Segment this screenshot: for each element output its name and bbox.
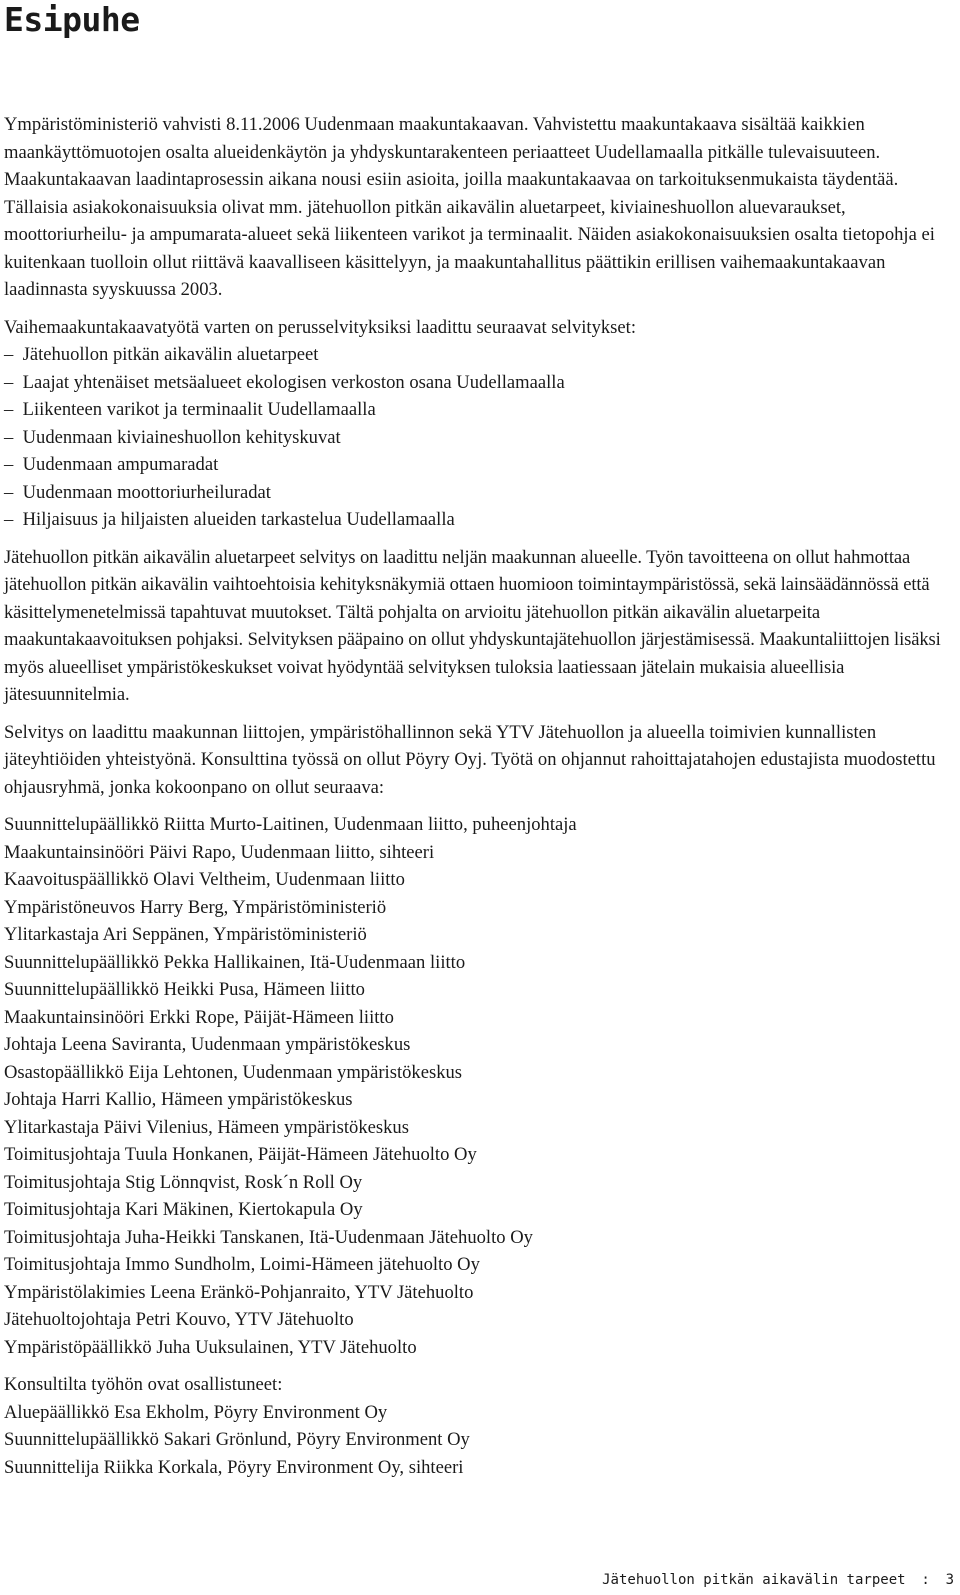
steering-group-member: Ympäristölakimies Leena Eränkö-Pohjanraito, YTV Jätehuolto	[4, 1281, 474, 1303]
page-number: 3	[945, 1572, 954, 1588]
paragraph-steering: Selvitys on laadittu maakunnan liittojen, ympäristöhallinnon sekä YTV Jätehuollon ja alueella toimivien kunnallisten jäteyhtiöiden yhteistyönä. Konsulttina työssä on ollut Pöyry Oyj. Työtä on ohjannut rahoittajatahojen edustajista muodostettu ohjausryhmä, jonka kokoonpano on ollut seuraava:	[4, 721, 936, 798]
steering-group-member: Johtaja Leena Saviranta, Uudenmaan ympäristökeskus	[4, 1034, 411, 1055]
page-title: Esipuhe	[4, 0, 140, 39]
studies-intro: Vaihemaakuntakaavatyötä varten on perusselvityksiksi laadittu seuraavat selvitykset:	[4, 316, 636, 338]
study-item: – Hiljaisuus ja hiljaisten alueiden tarkastelua Uudellamaalla	[4, 506, 956, 534]
studies-section	[4, 314, 956, 534]
consultant-member: Aluepäällikkö Esa Ekholm, Pöyry Environment Oy	[4, 1401, 388, 1423]
steering-group-member: Ylitarkastaja Ari Seppänen, Ympäristöministeriö	[4, 924, 367, 945]
page-footer	[602, 1571, 954, 1589]
steering-group-member: Toimitusjohtaja Kari Mäkinen, Kiertokapula Oy	[4, 1199, 363, 1220]
consultants-intro: Konsultilta työhön ovat osallistuneet:	[4, 1374, 283, 1395]
study-item: – Uudenmaan kiviaineshuollon kehityskuvat	[4, 424, 956, 452]
paragraph-study-description: Jätehuollon pitkän aikavälin aluetarpeet selvitys on laadittu neljän maakunnan alueelle. Työn tavoitteena on ollut hahmottaa jätehuollon pitkän aikavälin vaihtoehtoisia kehityksnäkymiä ottaen huomioon toimintaympäristössä, sekä lainsäädännössä että käsittelymenetelmissä tapahtuvat muutokset. Tältä pohjalta on arvioitu jätehuollon pitkän aikavälin aluetarpeita maakuntakaavoituksen pohjaksi. Selvityksen pääpaino on ollut yhdyskuntajätehuollon järjestämisessä. Maakuntaliittojen lisäksi myös alueelliset ympäristökeskukset voivat hyödyntää selvityksen tuloksia laatiessaan jätelain mukaisia alueellisia jätesuunnitelmia.	[4, 546, 941, 705]
steering-group-member: Johtaja Harri Kallio, Hämeen ympäristökeskus	[4, 1089, 353, 1110]
footer-title: Jätehuollon pitkän aikavälin tarpeet	[602, 1572, 906, 1588]
steering-group-member: Toimitusjohtaja Tuula Honkanen, Päijät-Hämeen Jätehuolto Oy	[4, 1144, 477, 1165]
consultant-member: Suunnittelija Riikka Korkala, Pöyry Environment Oy, sihteeri	[4, 1456, 464, 1478]
steering-group-member: Maakuntainsinööri Erkki Rope, Päijät-Hämeen liitto	[4, 1006, 394, 1028]
steering-group-member: Toimitusjohtaja Stig Lönnqvist, Rosk´n Roll Oy	[4, 1171, 363, 1193]
document-body	[4, 111, 956, 1491]
steering-group-member: Ympäristöneuvos Harry Berg, Ympäristöministeriö	[4, 896, 387, 918]
study-item: – Uudenmaan moottoriurheiluradat	[4, 479, 956, 507]
steering-group-member: Suunnittelupäällikkö Pekka Hallikainen, Itä-Uudenmaan liitto	[4, 951, 466, 973]
study-item: – Liikenteen varikot ja terminaalit Uudellamaalla	[4, 396, 956, 424]
steering-group-member: Toimitusjohtaja Immo Sundholm, Loimi-Hämeen jätehuolto Oy	[4, 1254, 480, 1275]
steering-group-member: Jätehuoltojohtaja Petri Kouvo, YTV Jätehuolto	[4, 1309, 354, 1330]
steering-group-member: Ylitarkastaja Päivi Vilenius, Hämeen ympäristökeskus	[4, 1116, 409, 1138]
footer-separator: :	[921, 1572, 930, 1588]
paragraph-intro: Ympäristöministeriö vahvisti 8.11.2006 Uudenmaan maakuntakaavan. Vahvistettu maakuntakaava sisältää kaikkien maankäyttömuotojen osalta alueidenkäytön ja yhdyskuntarakenteen periaatteet Uudellamaalla pitkälle tulevaisuuteen. Maakuntakaavan laadintaprosessin aikana nousi esiin asioita, joilla maakuntakaavaa on tarkoituksenmukaista täydentää. Tällaisia asiakokonaisuuksia olivat mm. jätehuollon pitkän aikavälin aluetarpeet, kiviaineshuollon aluevaraukset, moottoriurheilu- ja ampumarata-alueet sekä liikenteen varikot ja terminaalit. Näiden asiakokonaisuuksien osalta tietopohja ei kuitenkaan tuolloin ollut riittävä kaavalliseen käsittelyyn, ja maakuntahallitus päättikin erillisen vaihemaakuntakaavan laadinnasta syyskuussa 2003.	[4, 114, 935, 300]
steering-group-member: Maakuntainsinööri Päivi Rapo, Uudenmaan liitto, sihteeri	[4, 841, 435, 863]
steering-group-member: Toimitusjohtaja Juha-Heikki Tanskanen, Itä-Uudenmaan Jätehuolto Oy	[4, 1226, 533, 1248]
study-item: – Laajat yhtenäiset metsäalueet ekologisen verkoston osana Uudellamaalla	[4, 369, 956, 397]
consultant-member: Suunnittelupäällikkö Sakari Grönlund, Pöyry Environment Oy	[4, 1429, 470, 1450]
steering-group-member: Kaavoituspäällikkö Olavi Veltheim, Uudenmaan liitto	[4, 869, 405, 890]
consultants-section	[4, 1371, 956, 1481]
study-item: – Jätehuollon pitkän aikavälin aluetarpeet	[4, 341, 956, 369]
steering-group-member: Suunnittelupäällikkö Heikki Pusa, Hämeen liitto	[4, 979, 365, 1000]
steering-group-member: Osastopäällikkö Eija Lehtonen, Uudenmaan ympäristökeskus	[4, 1061, 463, 1083]
steering-group-member: Suunnittelupäällikkö Riitta Murto-Laitinen, Uudenmaan liitto, puheenjohtaja	[4, 814, 577, 835]
steering-group-list	[4, 811, 956, 1361]
study-item: – Uudenmaan ampumaradat	[4, 451, 956, 479]
steering-group-member: Ympäristöpäällikkö Juha Uuksulainen, YTV Jätehuolto	[4, 1336, 417, 1358]
